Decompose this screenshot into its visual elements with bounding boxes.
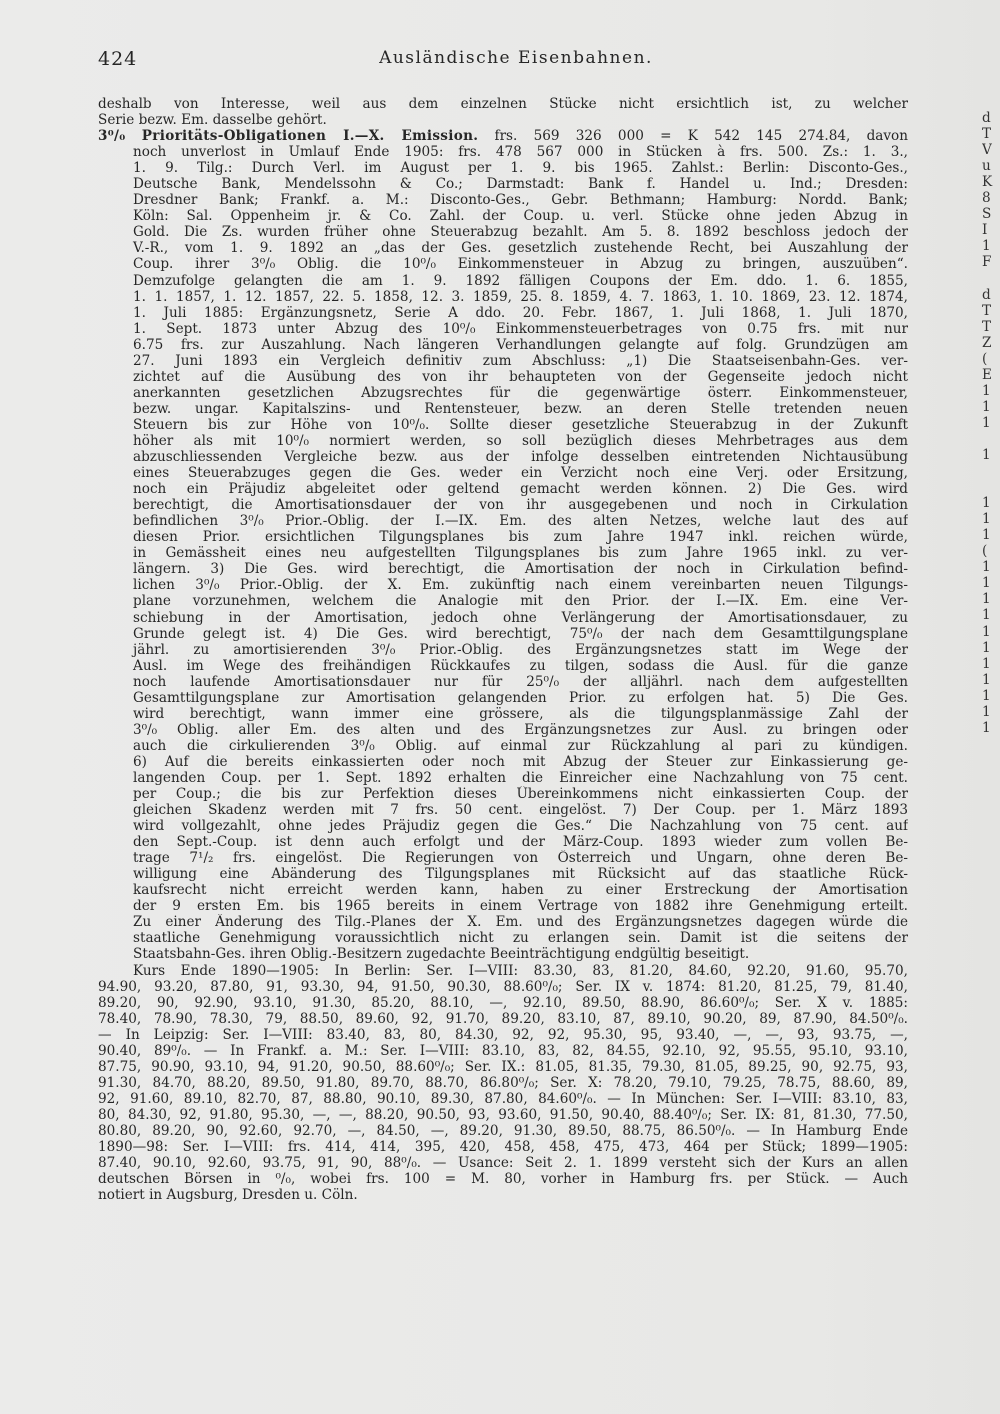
margin-fragment: 1	[982, 382, 991, 399]
text-line: noch laufende Amortisationsdauer nur für 25⁰/₀ der alljährl. nach dem aufgestellten	[133, 673, 908, 690]
text-line: 1890—98: Ser. I—VIII: frs. 414, 414, 395, 420, 458, 458, 475, 473, 464 per Stück; 1899—1905:	[98, 1139, 908, 1156]
text-line: Gesamttilgungsplane zur Amortisation gelangenden Prior. zu erfolgen hat. 5) Die Ges.	[133, 689, 908, 706]
text-line: Zu einer Änderung des Tilg.-Planes der X. Em. und des Ergänzungsnetzes dagegen würde die	[133, 914, 908, 931]
margin-fragment: 1	[982, 559, 991, 576]
text-line: 91.30, 84.70, 88.20, 89.50, 91.80, 89.70, 88.70, 86.80⁰/₀; Ser. X: 78.20, 79.10, 79.25, 78.75, 88.60, 89,	[98, 1074, 908, 1091]
text-line: 6.75 frs. zur Auszahlung. Nach längeren Verhandlungen gelangte auf folg. Grundzügen am	[133, 336, 908, 353]
margin-fragment: V	[982, 142, 992, 159]
margin-fragment: 1	[982, 398, 991, 415]
margin-fragment: 1	[982, 511, 991, 528]
margin-fragment: 1	[982, 687, 991, 704]
text-line: auch die cirkulierenden 3⁰/₀ Oblig. auf einmal zur Rückzahlung al pari zu kündigen.	[133, 737, 908, 754]
page-body	[98, 96, 908, 1203]
text-line: diesen Prior. ersichtlichen Tilgungsplanes bis zum Jahre 1947 inkl. reichen würde,	[133, 529, 908, 546]
text-line: gleichen Skadenz werden mit 7 frs. 50 cent. eingelöst. 7) Der Coup. per 1. März 1893	[133, 802, 908, 819]
margin-fragment	[982, 463, 1000, 479]
text-line: staatliche Genehmigung voraussichtlich nicht zu erlangen sein. Damit ist die seitens der	[133, 930, 908, 947]
text-line: noch unverlost in Umlauf Ende 1905: frs. 478 567 000 in Stücken à frs. 500. Zs.: 1. 3.,	[133, 144, 908, 161]
margin-fragment: 1	[982, 655, 991, 672]
text-line: deutschen Börsen in ⁰/₀, wobei frs. 100 = M. 80, vorher in Hamburg frs. per Stück. — Auch	[98, 1171, 908, 1188]
text-line: wird vollgezahlt, ohne jedes Präjudiz gegen die Ges.“ Die Nachzahlung von 75 cent. auf	[133, 818, 908, 835]
text-line: eines Steuerabzuges gegen die Ges. weder ein Verzicht noch eine Verj. oder Ersitzung,	[133, 465, 908, 482]
text-line: 78.40, 78.90, 78.30, 79, 88.50, 89.60, 92, 91.70, 89.20, 83.10, 87, 89.10, 90.20, 89, 87.90, 84.50⁰/₀.	[98, 1010, 908, 1027]
text-line: schiebung in der Amortisation, jedoch ohne Verlängerung der Amortisationsdauer, zu	[133, 609, 908, 626]
section-heading-line	[98, 128, 908, 144]
text-line: berechtigt, die Amortisationsdauer der von ihr ausgegebenen und noch in Cirkulation	[133, 497, 908, 514]
text-line: 1. 9. Tilg.: Durch Verl. im August per 1. 9. bis 1965. Zahlst.: Berlin: Disconto-Ges.,	[133, 160, 908, 177]
margin-fragment: 1	[982, 591, 991, 608]
text-line: Grunde gelegt ist. 4) Die Ges. wird berechtigt, 75⁰/₀ der nach dem Gesamttilgungsplane	[133, 625, 908, 642]
intro-line: Serie bezw. Em. dasselbe gehört.	[98, 112, 327, 129]
margin-fragment: (	[982, 350, 988, 367]
text-line: 87.75, 90.90, 93.10, 94, 91.20, 90.50, 88.60⁰/₀; Ser. IX.: 81.05, 81.35, 79.30, 81.05, 89.25, 90, 92.75, 93,	[98, 1058, 908, 1075]
text-line: 80.80, 89.20, 90, 92.60, 92.70, —, 84.50, —, 89.20, 91.30, 89.50, 88.75, 86.50⁰/₀. — In Hamburg Ende	[98, 1123, 908, 1139]
margin-fragment: 1	[982, 703, 991, 720]
margin-fragment: T	[982, 302, 992, 319]
kurs-first-line: Kurs Ende 1890—1905: In Berlin: Ser. I—VIII: 83.30, 83, 81.20, 84.60, 92.20, 91.60, 95.70,	[133, 962, 908, 979]
section-heading: Prioritäts-Obligationen I.—X. Emission.	[141, 128, 479, 145]
text-line: jährl. zu amortisierenden 3⁰/₀ Prior.-Oblig. des Ergänzungsnetzes statt im Wege der	[133, 641, 908, 658]
text-line: lichen 3⁰/₀ Prior.-Oblig. der X. Em. zukünftig nach einem vereinbarten neuen Tilgungs-	[133, 577, 908, 594]
margin-fragment	[982, 270, 1000, 286]
text-line: notiert in Augsburg, Dresden u. Cöln.	[98, 1187, 358, 1204]
text-line: 1. 1. 1857, 1. 12. 1857, 22. 5. 1858, 12. 3. 1859, 25. 8. 1859, 4. 7. 1863, 1. 10. 1869, 23. 12. 1874,	[133, 288, 908, 305]
margin-fragment: 1	[982, 607, 991, 624]
margin-fragment: 1	[982, 414, 991, 431]
margin-fragment: 1	[982, 719, 991, 736]
margin-fragment: I	[982, 222, 988, 239]
section-heading-prefix: 3⁰/₀	[98, 128, 126, 145]
margin-fragment	[982, 479, 1000, 495]
margin-fragment: 1	[982, 623, 991, 640]
margin-fragment: 1	[982, 575, 991, 592]
text-line: der 9 ersten Em. bis 1965 bereits in einem Vertrage von 1882 ihre Genehmigung erteilt.	[133, 898, 908, 915]
adjacent-page-edge-fragments	[982, 110, 1000, 736]
text-line: abzuschliessenden Vergleiche bezw. aus der infolge desselben eintretenden Nichtausübung	[133, 449, 908, 466]
margin-fragment: E	[982, 366, 992, 383]
text-line: 80, 84.30, 92, 91.80, 95.30, —, —, 88.20, 90.50, 93, 93.60, 91.50, 90.40, 88.40⁰/₀; Ser. IX: 81, 81.30, 77.50,	[98, 1106, 908, 1123]
text-line: — In Leipzig: Ser. I—VIII: 83.40, 83, 80, 84.30, 92, 92, 95.30, 95, 93.40, —, —, 93, 93.75, —,	[98, 1026, 908, 1043]
margin-fragment: T	[982, 126, 992, 143]
text-line: willigung eine Abänderung des Tilgungsplanes mit Rücksicht auf das staatliche Rück-	[133, 866, 908, 883]
text-line: kaufsrecht nicht erreicht werden kann, haben zu einer Erstreckung der Amortisation	[133, 882, 908, 899]
text-line: 3⁰/₀ Oblig. aller Em. des alten und des Ergänzungsnetzes zur Ausl. zu bringen oder	[133, 721, 908, 738]
page-number: 424	[98, 48, 138, 70]
text-line: Coup. ihrer 3⁰/₀ Oblig. die 10⁰/₀ Einkommensteuer in Abzug zu bringen, auszuüben“.	[133, 256, 908, 273]
text-line: höher als mit 10⁰/₀ normiert werden, so soll bezüglich dieses Mehrbetrages aus dem	[133, 432, 908, 449]
section-heading-rest: frs. 569 326 000 = K 542 145 274.84, davon	[494, 128, 908, 145]
running-title: Ausländische Eisenbahnen.	[379, 48, 653, 68]
text-line: langenden Coup. per 1. Sept. 1892 erhalten die Einreicher eine Nachzahlung von 75 cent.	[133, 769, 908, 786]
text-line: längern. 3) Die Ges. wird berechtigt, die Amortisation der noch in Cirkulation befind-	[133, 561, 908, 578]
margin-fragment: (	[982, 543, 988, 560]
margin-fragment: T	[982, 318, 992, 335]
text-line: trage 7¹/₂ frs. eingelöst. Die Regierungen von Österreich und Ungarn, ohne deren Be-	[133, 850, 908, 867]
text-line: Steuern bis zur Höhe von 10⁰/₀. Sollte dieser gesetzliche Steuerabzug in der Zukunft	[133, 416, 908, 433]
text-line: 6) Auf die bereits einkassierten oder noch mit Abzug der Steuer zur Einkassierung ge-	[133, 753, 908, 770]
margin-fragment: F	[982, 254, 992, 271]
text-line: Ausl. im Wege des freihändigen Rückkaufes zu tilgen, sodass die Ausl. für die ganze	[133, 657, 908, 674]
margin-fragment: 1	[982, 495, 991, 512]
text-line: 1. Juli 1885: Ergänzungsnetz, Serie A ddo. 20. Febr. 1867, 1. Juli 1868, 1. Juli 1870,	[133, 304, 908, 321]
margin-fragment: K	[982, 174, 993, 191]
text-line: anerkannten gesetzlichen Abzugsrechtes für die gegenwärtige österr. Einkommensteuer,	[133, 384, 908, 401]
text-line: V.-R., vom 1. 9. 1892 an „das der Ges. gesetzlich zustehende Recht, bei Auszahlung der	[133, 240, 908, 257]
text-line: Gold. Die Zs. wurden früher ohne Steuerabzug bezahlt. Am 5. 8. 1892 beschloss jedoch der	[133, 224, 908, 241]
margin-fragment: 8	[982, 190, 991, 207]
text-line: noch ein Präjudiz abgeleitet oder geltend gemacht werden können. 2) Die Ges. wird	[133, 481, 908, 498]
margin-fragment: d	[982, 110, 991, 126]
text-line: Deutsche Bank, Mendelssohn & Co.; Darmstadt: Bank f. Handel u. Ind.; Dresden:	[133, 176, 908, 193]
margin-fragment: 1	[982, 639, 991, 656]
margin-fragment: u	[982, 158, 991, 175]
text-line: in Gemässheit eines neu aufgestellten Tilgungsplanes bis zum Jahre 1965 inkl. zu ver-	[133, 545, 908, 562]
margin-fragment: S	[982, 206, 992, 223]
text-line: 90.40, 89⁰/₀. — In Frankf. a. M.: Ser. I—VIII: 83.10, 83, 82, 84.55, 92.10, 92, 95.55, 95.10, 93.10,	[98, 1042, 908, 1059]
text-line: Staatsbahn-Ges. ihren Oblig.-Besitzern zugedachte Beeinträchtigung endgültig beseitigt.	[133, 946, 750, 963]
intro-line: deshalb von Interesse, weil aus dem einzelnen Stücke nicht ersichtlich ist, zu welcher	[98, 96, 908, 112]
text-line: Köln: Sal. Oppenheim jr. & Co. Zahl. der Coup. u. verl. Stücke ohne jeden Abzug in	[133, 208, 908, 225]
text-line: bezw. ungar. Kapitalszins- und Rentensteuer, bezw. an deren Stelle tretenden neuen	[133, 400, 908, 417]
text-line: 27. Juni 1893 ein Vergleich definitiv zum Abschluss: „1) Die Staatseisenbahn-Ges. ver-	[133, 352, 908, 369]
margin-fragment: d	[982, 286, 991, 303]
margin-fragment: Z	[982, 334, 992, 351]
margin-fragment: 1	[982, 527, 991, 544]
text-line: 94.90, 93.20, 87.80, 91, 93.30, 94, 91.50, 90.30, 88.60⁰/₀; Ser. IX v. 1874: 81.20, 81.25, 79, 81.40,	[98, 978, 908, 995]
margin-fragment: 1	[982, 238, 991, 255]
text-line: plane vorzunehmen, welchem die Analogie mit den Prior. der I.—IX. Em. eine Ver-	[133, 593, 908, 610]
text-line: Dresdner Bank; Frankf. a. M.: Disconto-Ges., Gebr. Bethmann; Hamburg: Nordd. Bank;	[133, 192, 908, 209]
text-line: wird berechtigt, wann immer eine grössere, als die tilgungsplanmässige Zahl der	[133, 705, 908, 722]
page-header	[96, 48, 936, 72]
text-line: den Sept.-Coup. ist denn auch erfolgt und der März-Coup. 1893 wieder zum vollen Be-	[133, 834, 908, 851]
margin-fragment	[982, 431, 1000, 447]
margin-fragment: 1	[982, 446, 991, 463]
text-line: 1. Sept. 1873 unter Abzug des 10⁰/₀ Einkommensteuerbetrages von 0.75 frs. mit nur	[133, 320, 908, 337]
text-line: 92, 91.60, 89.10, 82.70, 87, 88.80, 90.10, 89.30, 87.80, 84.60⁰/₀. — In München: Ser. I—VIII: 83.10, 83,	[98, 1090, 908, 1107]
text-line: befindlichen 3⁰/₀ Prior.-Oblig. der I.—IX. Em. des alten Netzes, welche laut des auf	[133, 513, 908, 530]
text-line: 89.20, 90, 92.90, 93.10, 91.30, 85.20, 88.10, —, 92.10, 89.50, 88.90, 86.60⁰/₀; Ser. X v. 1885:	[98, 994, 908, 1011]
text-line: per Coup.; die bis zur Perfektion dieses Übereinkommens nicht einkassierten Coup. der	[133, 786, 908, 803]
margin-fragment: 1	[982, 671, 991, 688]
text-line: 87.40, 90.10, 92.60, 93.75, 91, 90, 88⁰/₀. — Usance: Seit 2. 1. 1899 versteht sich der Kurs an allen	[98, 1155, 908, 1172]
text-line: Demzufolge gelangten die am 1. 9. 1892 fälligen Coupons der Em. ddo. 1. 6. 1855,	[133, 272, 908, 289]
kurs-paragraph	[98, 979, 908, 1204]
section-paragraph	[98, 144, 908, 962]
text-line: zichtet auf die Ausübung des von ihr behaupteten von der Gegenseite jedoch nicht	[133, 368, 908, 385]
